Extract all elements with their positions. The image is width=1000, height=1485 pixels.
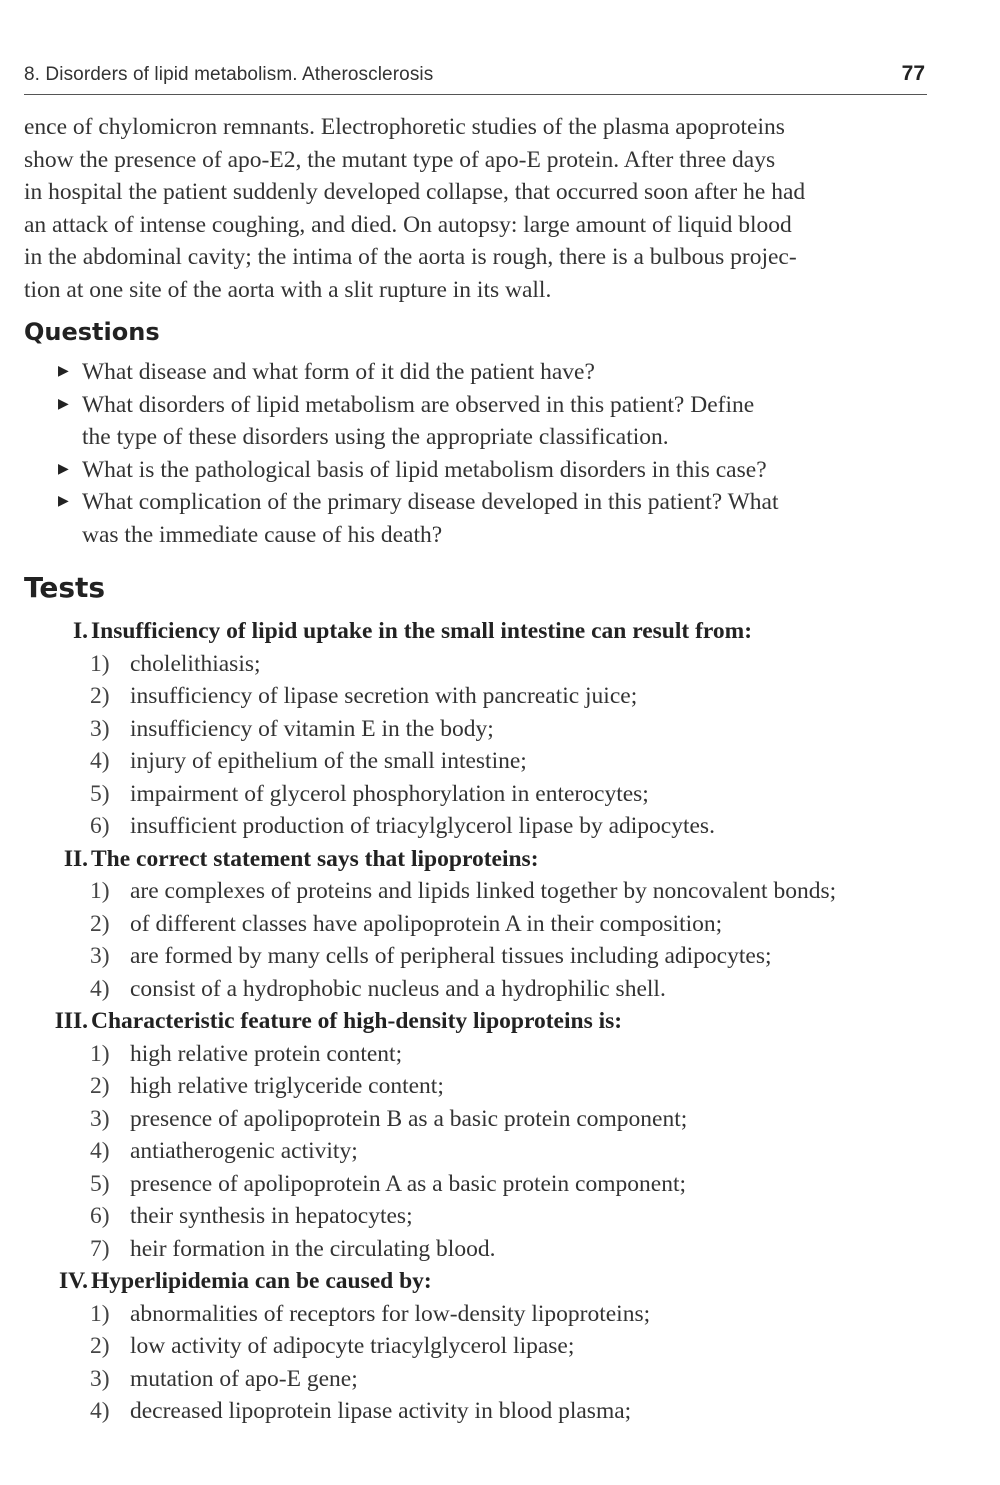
question-line: What disease and what form of it did the patient have? [82, 359, 595, 385]
case-text-line: show the presence of apo-E2, the mutant type of apo-E protein. After three days [24, 146, 776, 173]
answer-option [24, 778, 929, 811]
answer-option [24, 1070, 929, 1103]
triangle-bullet-icon: ▶ [58, 364, 69, 379]
test-question-text: Characteristic feature of high-density lipoproteins is: [91, 1008, 623, 1034]
question-item [58, 454, 928, 487]
case-text-line: tion at one site of the aorta with a slit rupture in its wall. [24, 276, 552, 303]
question-item [58, 389, 928, 454]
test-question-text: Hyperlipidemia can be caused by: [91, 1268, 432, 1294]
test-number: III. [54, 1008, 88, 1034]
answer-option [24, 1038, 929, 1071]
case-text-line: ence of chylomicron remnants. Electrophoretic studies of the plasma apoproteins [24, 114, 785, 140]
option-text: heir formation in the circulating blood. [130, 1235, 496, 1262]
option-number: 3) [90, 1105, 110, 1132]
option-text: their synthesis in hepatocytes; [130, 1203, 413, 1229]
option-text: mutation of apo-E gene; [130, 1365, 358, 1392]
triangle-bullet-icon: ▶ [58, 461, 69, 477]
answer-option [24, 1298, 929, 1331]
answer-option [24, 713, 929, 746]
option-text: low activity of adipocyte triacylglycerol lipase; [130, 1333, 575, 1359]
answer-option [24, 1135, 929, 1168]
test-question-3 [24, 1005, 929, 1265]
option-number: 7) [90, 1235, 110, 1262]
answer-option [24, 1103, 929, 1136]
option-number: 5) [90, 1170, 110, 1197]
question-line: the type of these disorders using the appropriate classification. [82, 424, 669, 450]
option-number: 2) [90, 1073, 110, 1099]
case-text-line: in the abdominal cavity; the intima of the aorta is rough, there is a bulbous projec- [24, 244, 797, 270]
option-number: 4) [90, 748, 110, 774]
answer-option [24, 908, 929, 941]
option-number: 1) [90, 1040, 110, 1067]
option-number: 2) [90, 910, 110, 937]
test-question-text: The correct statement says that lipoproteins: [91, 845, 539, 872]
answer-option [24, 1330, 929, 1363]
option-text: insufficiency of vitamin E in the body; [130, 715, 494, 742]
option-text: consist of a hydrophobic nucleus and a hydrophilic shell. [130, 975, 666, 1002]
option-number: 1) [90, 650, 110, 677]
option-text: of different classes have apolipoprotein A in their composition; [130, 910, 723, 937]
answer-option [24, 745, 929, 778]
test-question-2 [24, 843, 929, 1006]
page-number: 77 [901, 62, 925, 85]
option-number: 2) [90, 683, 110, 709]
option-number: 3) [90, 715, 110, 742]
test-question-header [24, 1265, 929, 1298]
option-text: decreased lipoprotein lipase activity in blood plasma; [130, 1398, 632, 1424]
option-text: insufficiency of lipase secretion with pancreatic juice; [130, 683, 638, 709]
option-text: presence of apolipoprotein B as a basic protein component; [130, 1105, 688, 1132]
option-number: 1) [90, 878, 110, 904]
answer-option [24, 810, 929, 843]
case-text-line: in hospital the patient suddenly developed collapse, that occurred soon after he had [24, 179, 806, 205]
test-question-text: Insufficiency of lipid uptake in the small intestine can result from: [91, 618, 753, 644]
option-text: high relative triglyceride content; [130, 1073, 444, 1099]
test-question-header [24, 843, 929, 876]
test-question-4 [24, 1265, 929, 1428]
questions-list [58, 356, 928, 551]
tests-list [24, 615, 929, 1428]
option-text: high relative protein content; [130, 1040, 403, 1067]
running-header [24, 60, 927, 95]
answer-option [24, 1363, 929, 1396]
test-question-1 [24, 615, 929, 843]
option-number: 1) [90, 1300, 110, 1327]
question-line: What is the pathological basis of lipid metabolism disorders in this case? [82, 456, 767, 483]
answer-option [24, 1168, 929, 1201]
option-number: 2) [90, 1333, 110, 1359]
triangle-bullet-icon: ▶ [58, 494, 69, 509]
answer-option [24, 940, 929, 973]
option-number: 4) [90, 1138, 110, 1164]
option-text: presence of apolipoprotein A as a basic protein component; [130, 1170, 687, 1197]
triangle-bullet-icon: ▶ [58, 396, 69, 412]
answer-option [24, 973, 929, 1006]
option-text: are formed by many cells of peripheral tissues including adipocytes; [130, 943, 772, 969]
option-number: 4) [90, 975, 110, 1002]
question-line: What disorders of lipid metabolism are observed in this patient? Define [82, 391, 755, 418]
answer-option [24, 680, 929, 713]
option-number: 5) [90, 780, 110, 807]
option-text: abnormalities of receptors for low-density lipoproteins; [130, 1300, 651, 1327]
case-text-line: an attack of intense coughing, and died. On autopsy: large amount of liquid blood [24, 211, 792, 238]
question-line: What complication of the primary disease developed in this patient? What [82, 489, 779, 515]
test-number: IV. [59, 1268, 88, 1294]
option-number: 3) [90, 1365, 110, 1392]
option-number: 6) [90, 1203, 110, 1229]
option-number: 4) [90, 1398, 110, 1424]
tests-heading: Tests [24, 571, 106, 604]
option-text: impairment of glycerol phosphorylation in enterocytes; [130, 780, 649, 807]
test-question-header [24, 1005, 929, 1038]
option-text: injury of epithelium of the small intestine; [130, 748, 527, 774]
answer-option [24, 1200, 929, 1233]
option-text: cholelithiasis; [130, 650, 261, 677]
option-text: insufficient production of triacylglycerol lipase by adipocytes. [130, 813, 715, 839]
question-line: was the immediate cause of his death? [82, 521, 443, 548]
option-text: are complexes of proteins and lipids linked together by noncovalent bonds; [130, 878, 837, 904]
case-text [24, 111, 927, 306]
questions-heading: Questions [24, 318, 160, 346]
option-text: antiatherogenic activity; [130, 1138, 358, 1164]
test-number: II. [63, 845, 88, 872]
test-question-header [24, 615, 929, 648]
answer-option [24, 875, 929, 908]
test-number: I. [72, 618, 88, 644]
answer-option [24, 1233, 929, 1266]
chapter-title: 8. Disorders of lipid metabolism. Atherosclerosis [24, 64, 434, 85]
question-item [58, 486, 928, 551]
question-item [58, 356, 928, 389]
option-number: 3) [90, 943, 110, 969]
answer-option [24, 648, 929, 681]
answer-option [24, 1395, 929, 1428]
option-number: 6) [90, 813, 110, 839]
